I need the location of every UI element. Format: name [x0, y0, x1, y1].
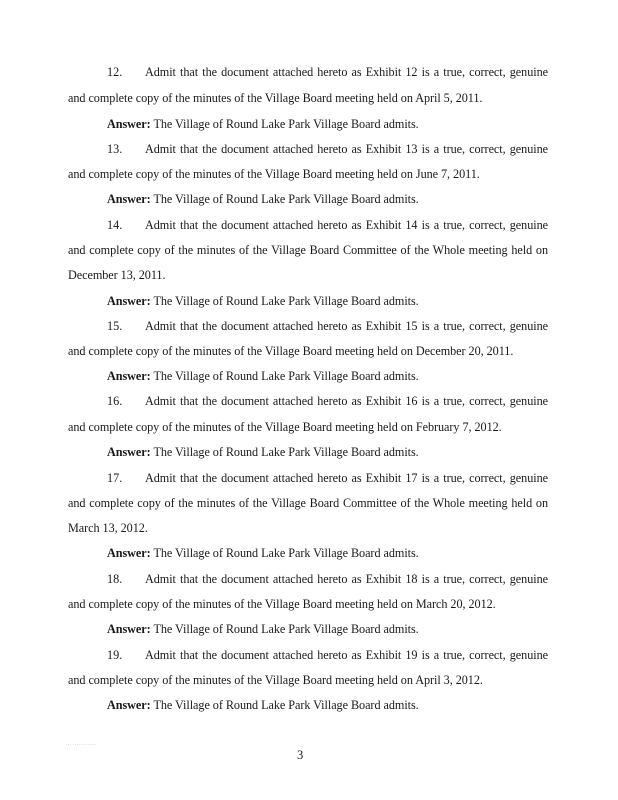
- request-text: and complete copy of the minutes of the Village Board meeting held on April 3, 2012.: [68, 673, 483, 687]
- answer-label: Answer:: [107, 294, 151, 308]
- request-text: December 13, 2011.: [68, 268, 166, 282]
- answer: [107, 445, 419, 459]
- answer: [107, 622, 419, 636]
- request-number: 15.: [107, 319, 123, 333]
- request-text: Admit that the document attached hereto as Exhibit 19 is a true, correct, genuine: [145, 648, 548, 662]
- request-text: and complete copy of the minutes of the Village Board meeting held on April 5, 2011.: [68, 91, 483, 105]
- answer-label: Answer:: [107, 698, 151, 712]
- answer-label: Answer:: [107, 192, 151, 206]
- answer: [107, 698, 419, 712]
- request-number: 14.: [107, 218, 123, 232]
- answer-text: The Village of Round Lake Park Village Board admits.: [153, 192, 419, 206]
- request-text: Admit that the document attached hereto as Exhibit 16 is a true, correct, genuine: [145, 394, 548, 408]
- request-text: and complete copy of the minutes of the Village Board meeting held on December 20, 2011.: [68, 344, 514, 358]
- answer-text: The Village of Round Lake Park Village Board admits.: [153, 546, 419, 560]
- answer: [107, 294, 419, 308]
- request-number: 18.: [107, 572, 123, 586]
- request-text: March 13, 2012.: [68, 521, 148, 535]
- request-text: Admit that the document attached hereto as Exhibit 15 is a true, correct, genuine: [145, 319, 548, 333]
- page-number: 3: [297, 748, 304, 762]
- request-text: and complete copy of the minutes of the Village Board meeting held on March 20, 2012.: [68, 597, 496, 611]
- answer-text: The Village of Round Lake Park Village Board admits.: [153, 622, 419, 636]
- answer: [107, 117, 419, 131]
- request-text: and complete copy of the minutes of the Village Board Committee of the Whole meeting held on: [68, 243, 548, 257]
- answer-text: The Village of Round Lake Park Village Board admits.: [153, 445, 419, 459]
- answer-text: The Village of Round Lake Park Village Board admits.: [153, 117, 419, 131]
- answer-text: The Village of Round Lake Park Village Board admits.: [153, 698, 419, 712]
- request-text: Admit that the document attached hereto as Exhibit 13 is a true, correct, genuine: [145, 142, 548, 156]
- request-text: Admit that the document attached hereto as Exhibit 12 is a true, correct, genuine: [145, 65, 548, 79]
- request-number: 16.: [107, 394, 123, 408]
- request-text: Admit that the document attached hereto as Exhibit 14 is a true, correct, genuine: [145, 218, 548, 232]
- answer-label: Answer:: [107, 622, 151, 636]
- request-text: and complete copy of the minutes of the Village Board Committee of the Whole meeting held on: [68, 496, 548, 510]
- request-number: 19.: [107, 648, 123, 662]
- answer: [107, 192, 419, 206]
- answer-text: The Village of Round Lake Park Village Board admits.: [153, 369, 419, 383]
- request-text: Admit that the document attached hereto as Exhibit 17 is a true, correct, genuine: [145, 471, 548, 485]
- answer: [107, 369, 419, 383]
- answer-label: Answer:: [107, 445, 151, 459]
- answer-label: Answer:: [107, 369, 151, 383]
- request-text: Admit that the document attached hereto as Exhibit 18 is a true, correct, genuine: [145, 572, 548, 586]
- request-text: and complete copy of the minutes of the Village Board meeting held on June 7, 2011.: [68, 167, 480, 181]
- answer-label: Answer:: [107, 546, 151, 560]
- footer-document-id: ··· ·············: [66, 742, 97, 747]
- answer-text: The Village of Round Lake Park Village Board admits.: [153, 294, 419, 308]
- request-text: and complete copy of the minutes of the Village Board meeting held on February 7, 2012.: [68, 420, 502, 434]
- answer: [107, 546, 419, 560]
- request-number: 13.: [107, 142, 123, 156]
- request-number: 12.: [107, 65, 123, 79]
- request-number: 17.: [107, 471, 123, 485]
- answer-label: Answer:: [107, 117, 151, 131]
